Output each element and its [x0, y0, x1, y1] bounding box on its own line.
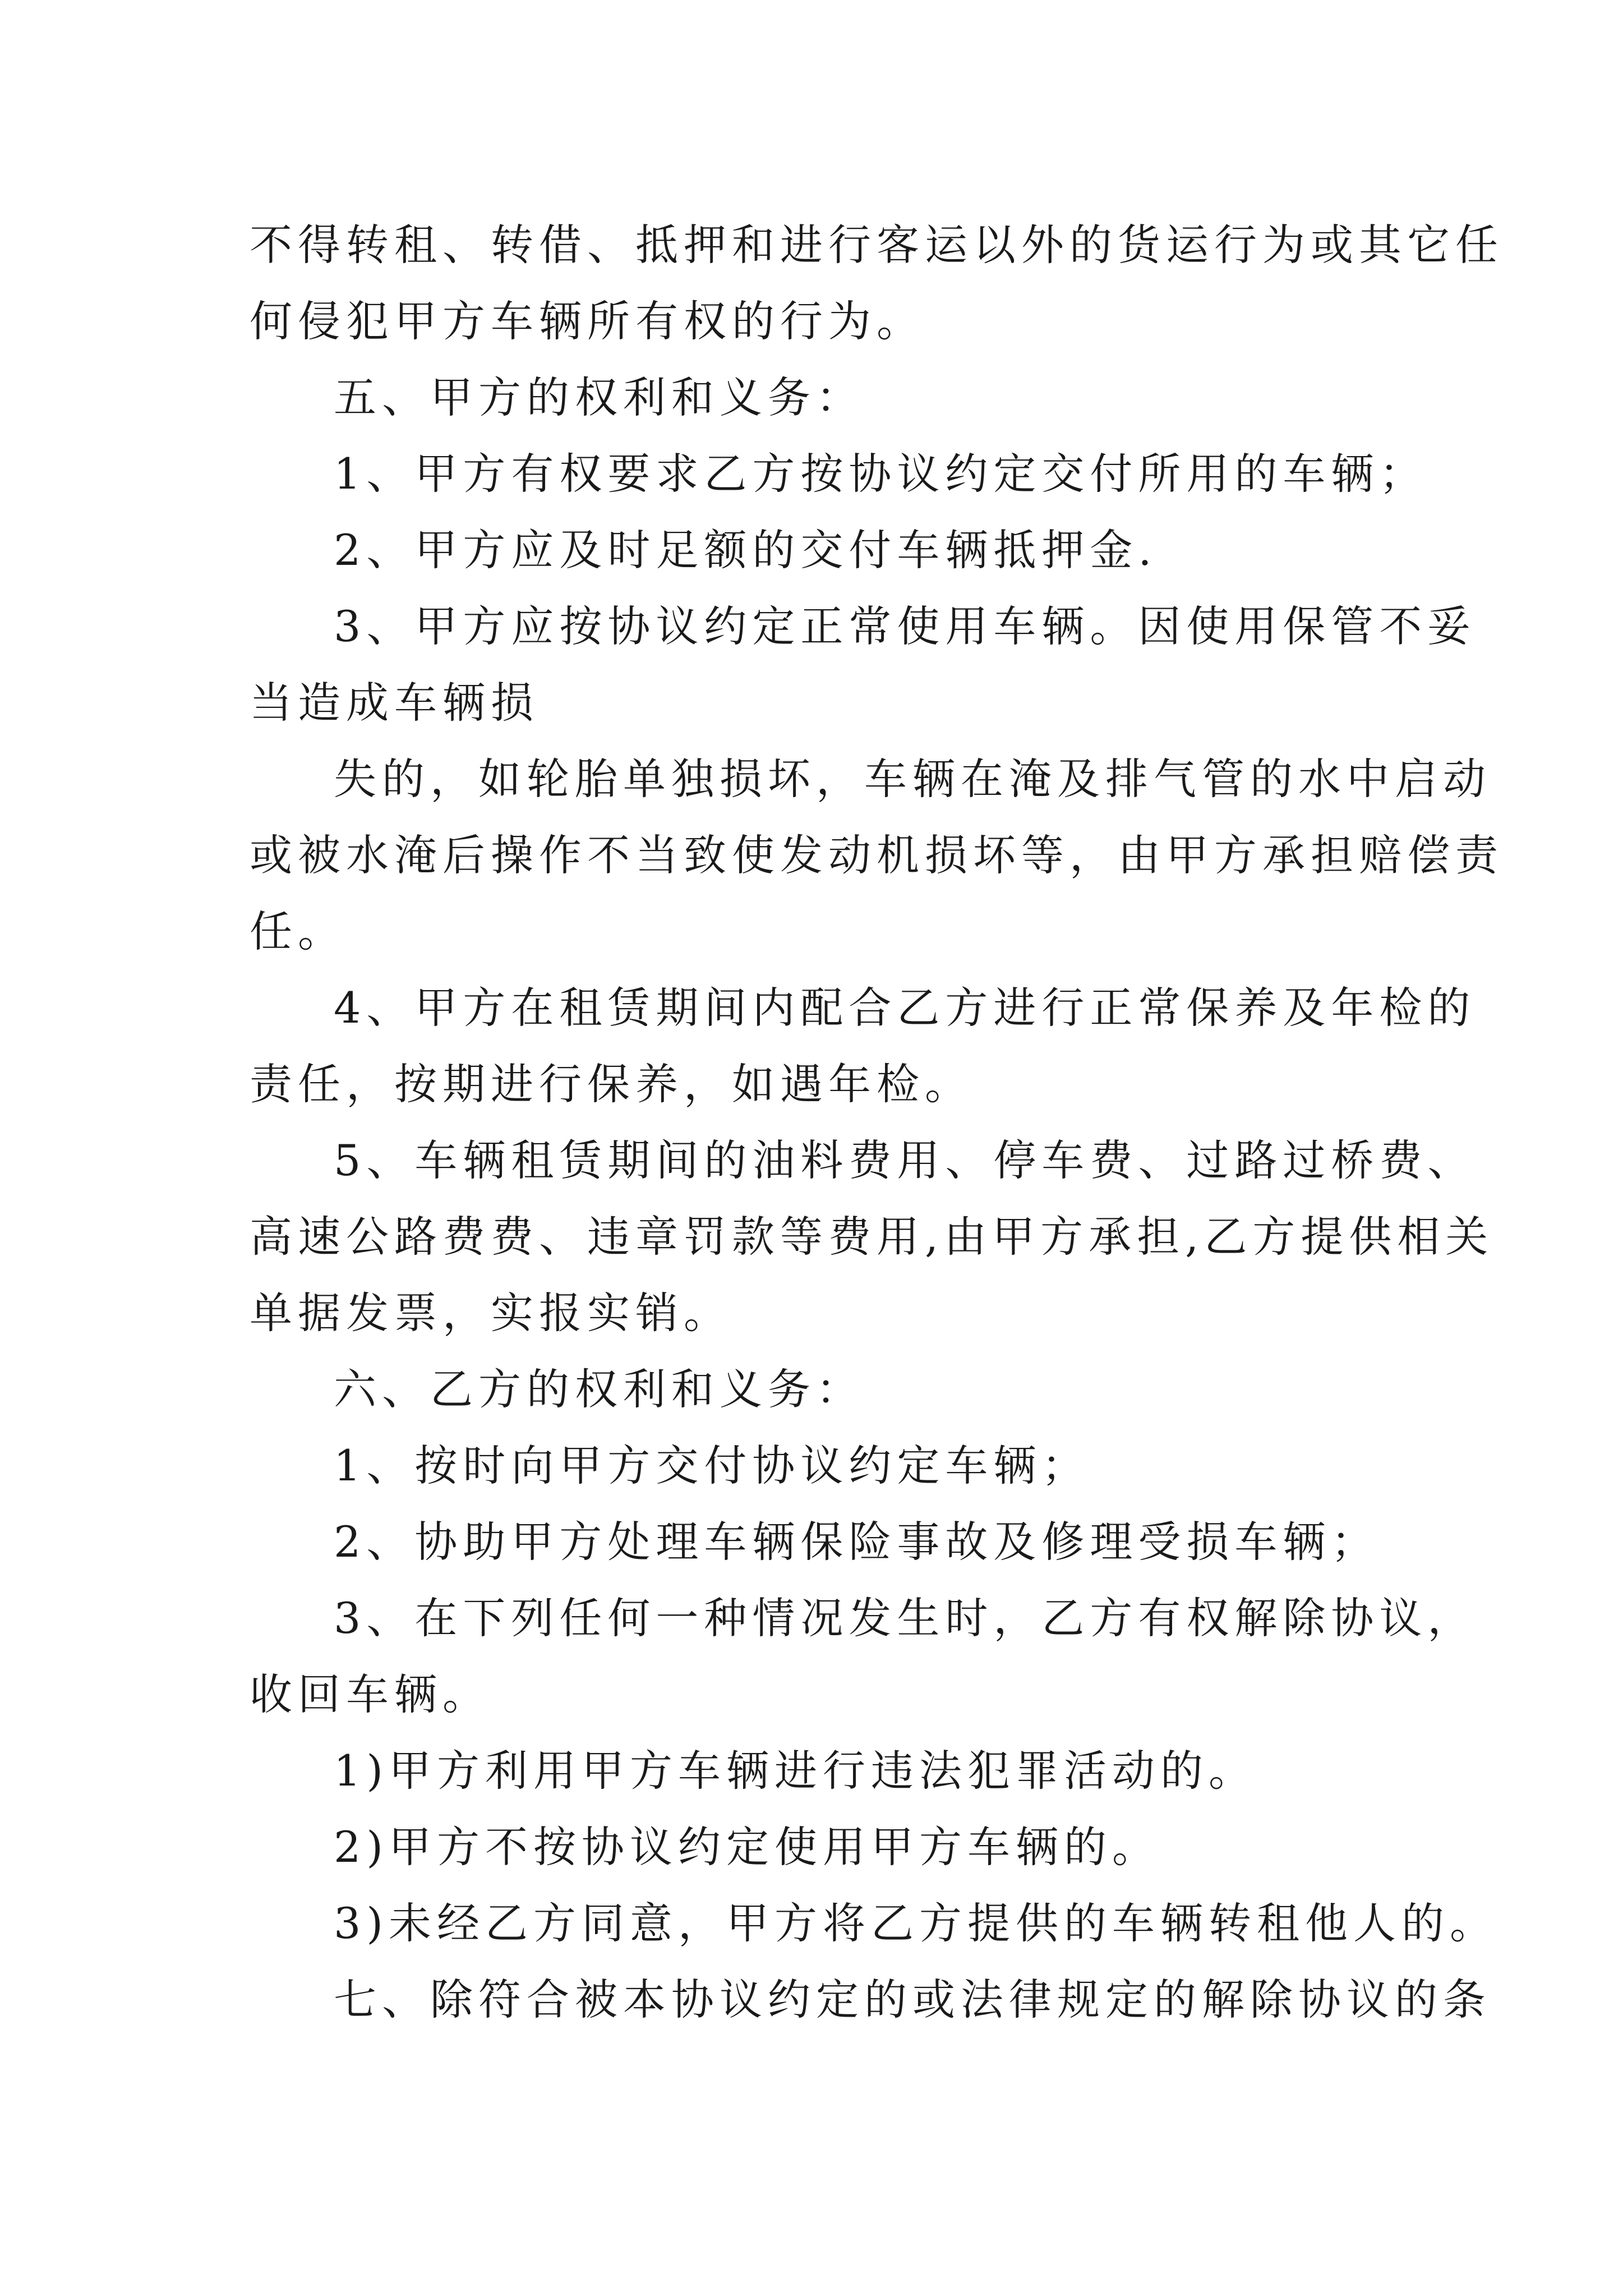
- text-line: 5、车辆租赁期间的油料费用、停车费、过路过桥费、: [334, 1135, 1476, 1185]
- list-item: 1)甲方利用甲方车辆进行违法犯罪活动的。: [334, 1746, 1257, 1796]
- section-heading: 五、甲方的权利和义务：: [334, 372, 864, 422]
- text-line: 何侵犯甲方车辆所有权的行为。: [250, 296, 925, 346]
- text-line: 高速公路费费、违章罚款等费用,由甲方承担,乙方提供相关: [250, 1212, 1494, 1262]
- text-line: 或被水淹后操作不当致使发动机损坏等，由甲方承担赔偿责: [250, 830, 1504, 880]
- text-line: 3、甲方应按协议约定正常使用车辆。因使用保管不妥: [334, 601, 1476, 651]
- text-line: 收回车辆。: [250, 1669, 491, 1719]
- text-line: 1、甲方有权要求乙方按协议约定交付所用的车辆；: [334, 449, 1428, 499]
- text-line: 当造成车辆损: [250, 678, 539, 728]
- list-item: 2)甲方不按协议约定使用甲方车辆的。: [334, 1822, 1161, 1872]
- section-heading: 七、除符合被本协议约定的或法律规定的解除协议的条: [334, 1975, 1491, 2024]
- text-line: 任。: [250, 907, 346, 956]
- text-line: 1、按时向甲方交付协议约定车辆；: [334, 1441, 1090, 1490]
- text-line: 不得转租、转借、抵押和进行客运以外的货运行为或其它任: [250, 220, 1504, 270]
- text-line: 2、协助甲方处理车辆保险事故及修理受损车辆；: [334, 1517, 1380, 1567]
- section-heading: 六、乙方的权利和义务：: [334, 1364, 864, 1414]
- text-line: 责任，按期进行保养，如遇年检。: [250, 1059, 973, 1109]
- list-item: 3)未经乙方同意，甲方将乙方提供的车辆转租他人的。: [334, 1898, 1498, 1948]
- text-line: 单据发票，实报实销。: [250, 1288, 732, 1338]
- text-line: 4、甲方在租赁期间内配合乙方进行正常保养及年检的: [334, 983, 1476, 1033]
- text-line: 失的，如轮胎单独损坏，车辆在淹及排气管的水中启动: [334, 754, 1491, 804]
- text-line: 3、在下列任何一种情况发生时，乙方有权解除协议，: [334, 1593, 1476, 1643]
- text-line: 2、甲方应及时足额的交付车辆抵押金.: [334, 525, 1158, 575]
